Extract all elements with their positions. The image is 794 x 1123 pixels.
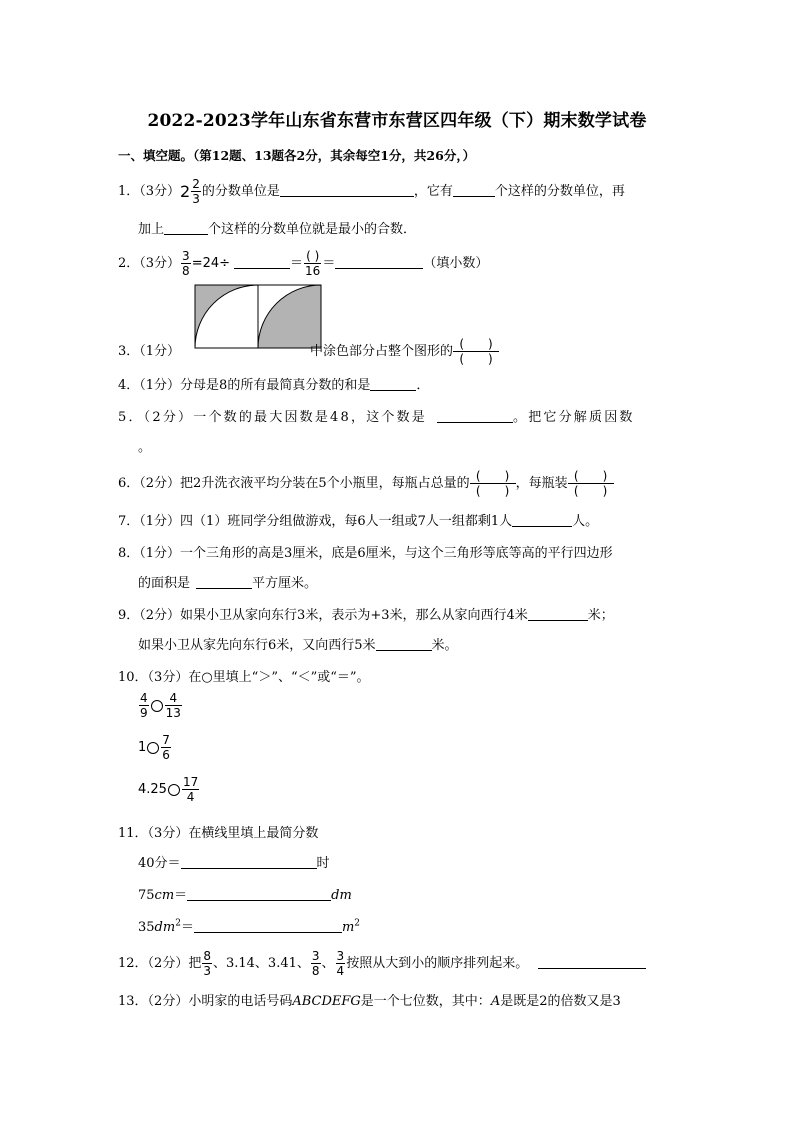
mixed-whole: 2 (180, 182, 191, 201)
convert-row-2: 75cm＝ dm (138, 888, 352, 903)
question-9: 9．（2分）如果小卫从家向东行3米，表示为+3米，那么从家向西行4米 米； (118, 608, 614, 623)
answer-blank[interactable] (437, 408, 513, 423)
question-12: 12．（2分）把 $\frac{8}{3}$ 、3.14、3.41、 $\frac{3}{8}$ 、 $\frac{3}{4}$ 按照从大到小的顺序排列起来。 (118, 950, 646, 977)
convert-row-3: $35dm^2= m^2$ (138, 918, 361, 935)
answer-blank[interactable] (194, 918, 342, 933)
answer-blank[interactable] (453, 182, 495, 197)
fraction: $\frac{( )}{16}$ (305, 249, 321, 278)
fraction-blank[interactable]: ( ) ( ) (470, 470, 516, 497)
answer-blank[interactable] (187, 886, 331, 901)
question-13: 13．（2分）小明家的电话号码ABCDEFG是一个七位数，其中：A是既是2的倍数又是3 (118, 994, 621, 1009)
page-title: 2022-2023学年山东省东营市东营区四年级（下）期末数学试卷 (147, 111, 647, 131)
compare-c: 4.25 $\frac{17}{4}$ (138, 775, 199, 804)
compare-a (138, 692, 183, 719)
answer-blank[interactable] (196, 574, 252, 589)
question-1-cont: 加上 个这样的分数单位就是最小的合数． (138, 222, 417, 237)
compare-circle[interactable] (151, 700, 163, 712)
compare-circle[interactable] (147, 742, 159, 754)
compare-b: 1 $\frac{7}{6}$ (138, 733, 170, 762)
fraction: $\frac{2}{3}$ (192, 177, 200, 206)
fraction: $\frac{4}{13}$ (165, 691, 181, 720)
fraction: $\frac{7}{6}$ (162, 733, 170, 762)
question-9-cont: 如果小卫从家先向东行6米，又向西行5米 米。 (138, 638, 458, 653)
question-8: 8．（1分）一个三角形的高是3厘米，底是6厘米，与这个三角形等底等高的平行四边形 (118, 546, 613, 561)
question-6: 6．（2分）把2升洗衣液平均分装在5个小瓶里，每瓶占总量的 ( ) ( ) ，每瓶装 ( ) ( ) (118, 470, 614, 497)
answer-blank[interactable] (528, 606, 588, 621)
fraction: $\frac{8}{3}$ (203, 949, 211, 978)
question-5-cont: 。 (138, 440, 152, 455)
answer-blank[interactable] (280, 182, 414, 197)
question-7: 7．（1分）四（1）班同学分组做游戏，每6人一组或7人一组都剩1人 人。 (118, 514, 599, 529)
question-1: 1．（3分）2 $\frac{2}{3}$ 的分数单位是 ，它有 个这样的分数单位，再 (118, 177, 625, 206)
question-11: 11．（3分）在横线里填上最简分数 (118, 826, 319, 841)
answer-blank[interactable] (376, 636, 432, 651)
answer-blank[interactable] (512, 512, 572, 527)
question-10: 10．（3分）在○里填上“＞”、“＜”或“＝”。 (118, 670, 370, 685)
question-8-cont: 的面积是 平方厘米。 (138, 576, 318, 591)
question-3: 3．（1分） 中涂色部分占整个图形的 ( ) ( ) (118, 338, 499, 365)
compare-circle[interactable] (168, 784, 180, 796)
question-4: 4．（1分）分母是8的所有最简真分数的和是 ． (118, 378, 430, 393)
fraction: $\frac{17}{4}$ (182, 775, 199, 804)
answer-blank[interactable] (335, 254, 423, 269)
section-heading: 一、填空题。（第12题、13题各2分，其余每空1分，共26分，） (118, 148, 476, 163)
question-2: 2．（3分） $\frac{3}{8}$ =24÷ ＝ $\frac{( )}{16}$ ＝ （填小数） (118, 249, 489, 278)
answer-blank[interactable] (234, 254, 290, 269)
fraction: $\frac{3}{8}$ (182, 249, 190, 278)
answer-blank[interactable] (164, 220, 208, 235)
fraction: $\frac{4}{9}$ (140, 691, 148, 720)
convert-row-1: 40分＝ 时 (138, 856, 330, 871)
answer-blank[interactable] (181, 854, 317, 869)
fraction: $\frac{3}{4}$ (336, 949, 345, 978)
fraction-blank[interactable]: ( ) ( ) (453, 338, 499, 365)
fraction-blank[interactable]: ( ) ( ) (568, 470, 614, 497)
answer-blank[interactable] (370, 376, 416, 391)
question-5: 5．（2分）一个数的最大因数是48，这个数是 。把它分解质因数 (118, 410, 635, 425)
fraction: $\frac{3}{8}$ (311, 949, 320, 978)
answer-blank[interactable] (538, 954, 646, 969)
